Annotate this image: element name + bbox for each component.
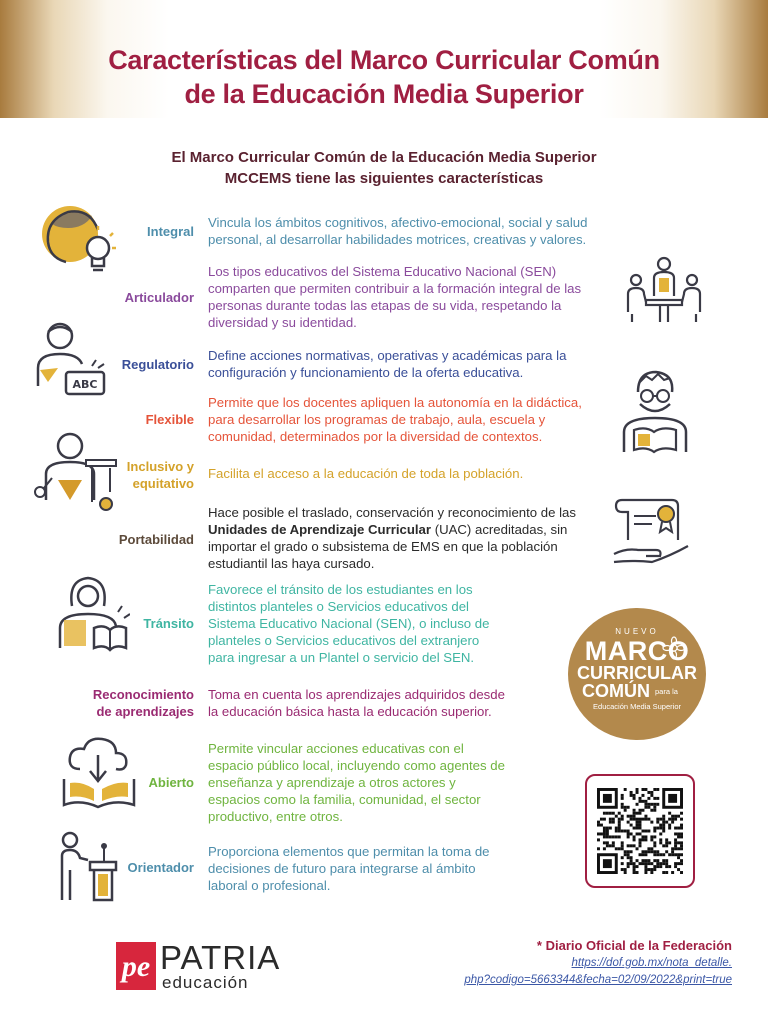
term-transito: Tránsito [143, 616, 194, 631]
speaker-podium-icon [58, 830, 122, 902]
term-abierto: Abierto [148, 775, 194, 790]
subtitle-line1: El Marco Curricular Común de la Educación Media Superior [171, 149, 597, 166]
term-integral: Integral [147, 224, 194, 239]
term-reconocimiento [93, 686, 194, 720]
dof-link-line1[interactable]: https://dof.gob.mx/nota_detalle. [571, 957, 732, 969]
qr-code-icon[interactable] [597, 788, 683, 874]
page-title-line1: Características del Marco Curricular Común [108, 45, 660, 75]
desc-inclusivo: Facilita el acceso a la educación de toda la población. [208, 466, 524, 481]
term-portabilidad: Portabilidad [118, 532, 194, 547]
desc-portabilidad [208, 504, 604, 572]
term-inclusivo-line2: equitativo [132, 476, 194, 491]
teacher-abc-icon [34, 320, 108, 402]
desc-regulatorio: Define acciones normativas, operativas y académicas para la configuración y funcionamiento de la oferta educativa. [208, 348, 567, 380]
desc-flexible: Permite que los docentes apliquen la autonomía en la didáctica, para desarrollar los programas de trabajo, aula, escuela y comunidad, determinados por la diversidad de contextos. [208, 395, 582, 444]
desc-abierto: Permite vincular acciones educativas con el espacio público local, incluyendo como agentes de enseñanza y aprendizaje a otros actores y espacios como la familia, comunidad, el sector productivo, entre otros. [208, 741, 505, 824]
badge-para: para la [655, 687, 678, 696]
term-regulatorio: Regulatorio [121, 357, 194, 372]
term-flexible: Flexible [145, 412, 194, 427]
subtitle-line2: MCCEMS tiene las siguientes características [224, 170, 544, 187]
cloud-book-icon [60, 735, 138, 811]
logo-sub: educación [162, 973, 249, 992]
student-glasses-book-icon [622, 368, 688, 454]
desc-transito: Favorece el tránsito de los estudiantes en los distintos planteles o Servicios educativos del Sistema Educativo Nacional (SEN), o incluso de planteles o Servicios educativos del extranjero para ingresar a un Plantel o servicio del SEN. [208, 582, 490, 665]
desc-articulador: Los tipos educativos del Sistema Educativo Nacional (SEN) comparten que permiten contribuir a la formación integral de las personas durante todas las etapas de su vida, respetando la diversidad y su identidad. [208, 264, 582, 330]
term-articulador: Articulador [124, 290, 194, 305]
badge-marco: MARCO [584, 636, 690, 666]
desc-reconocimiento: Toma en cuenta los aprendizajes adquiridos desde la educación básica hasta la educación superior. [208, 687, 505, 719]
term-reconocimiento-line2: de aprendizajes [96, 704, 194, 719]
svg-text:pe: pe [121, 950, 151, 983]
desc-portabilidad-post: (UAC) acreditadas, sin importar el grado o subsistema de EMS en que la población estudiantil las haya cursado. [208, 522, 568, 571]
term-inclusivo-line1: Inclusivo y [126, 459, 194, 474]
woman-reading-icon [56, 574, 130, 654]
svg-text:ABC: ABC [72, 378, 98, 391]
header-banner [0, 0, 768, 118]
patria-logo [116, 939, 286, 994]
logo-name: PATRIA [160, 939, 281, 976]
badge-curricular: CURRICULAR [577, 663, 697, 683]
term-orientador: Orientador [127, 860, 194, 875]
patria-logo-mark-icon [116, 942, 156, 990]
page-title-line2: de la Educación Media Superior [184, 79, 584, 109]
team-meeting-icon [624, 256, 704, 326]
diploma-hand-icon [612, 494, 692, 566]
badge-nuevo: NUEVO [615, 627, 659, 636]
desc-integral: Vincula los ámbitos cognitivos, afectivo-emocional, social y salud personal, al desarrollar habilidades motrices, creativas y valores. [208, 215, 588, 247]
graduate-award-icon [32, 430, 122, 516]
badge-ems: Educación Media Superior [593, 702, 681, 711]
dof-title: * Diario Oficial de la Federación [536, 938, 732, 953]
term-reconocimiento-line1: Reconocimiento [92, 687, 194, 702]
flower-emblem-icon [662, 636, 686, 660]
term-inclusivo [127, 458, 194, 492]
qr-code-frame[interactable] [585, 774, 695, 888]
badge-comun: COMÚN [582, 681, 650, 701]
desc-portabilidad-pre: Hace posible el traslado, conservación y reconocimiento de las [208, 505, 576, 520]
nuevo-marco-badge [568, 608, 706, 740]
dof-link-line2[interactable]: php?codigo=5663344&fecha=02/09/2022&print=true [464, 974, 732, 986]
desc-orientador: Proporciona elementos que permitan la toma de decisiones de futuro para integrarse al ámbito laboral o profesional. [208, 844, 490, 893]
desc-portabilidad-bold: Unidades de Aprendizaje Curricular [208, 522, 432, 537]
head-lightbulb-icon [38, 202, 118, 278]
